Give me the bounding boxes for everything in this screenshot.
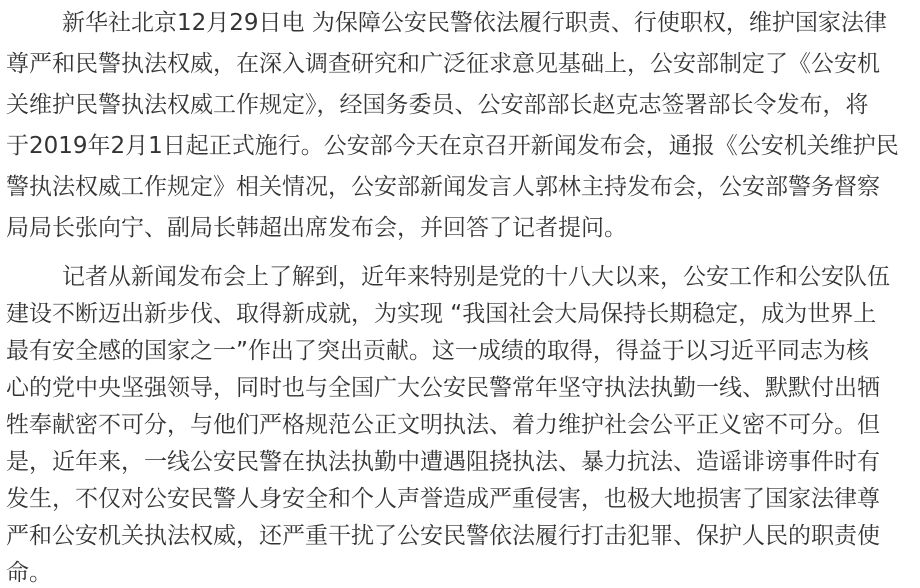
paragraph-2-line-1: 记者从新闻发布会上了解到，近年来特别是党的十八大以来，公安工作和公安队伍 [62,264,890,290]
paragraph-2-line-6: 是，近年来，一线公安民警在执法执勤中遭遇阻挠执法、暴力抗法、造谣诽谤事件时有 [6,449,880,475]
paragraph-1-line-4: 于2019年2月1日起正式施行。公安部今天在京召开新闻发布会，通报《公安机关维护民 [6,133,899,159]
paragraph-1-line-3: 关维护民警执法权威工作规定》，经国务委员、公安部部长赵克志签署部长令发布，将 [6,92,869,118]
paragraph-2-line-4: 心的党中央坚强领导，同时也与全国广大公安民警常年坚守执法执勤一线、默默付出牺 [6,375,880,401]
paragraph-1-line-5: 警执法权威工作规定》相关情况，公安部新闻发言人郭林主持发布会，公安部警务督察 [6,174,880,200]
paragraph-2-line-2: 建设不断迈出新步伐、取得新成就，为实现 “我国社会大局保持长期稳定，成为世界上 [6,301,877,327]
paragraph-1-line-1: 新华社北京12月29日电 为保障公安民警依法履行职责、行使职权，维护国家法律 [62,10,887,36]
paragraph-2-line-3: 最有安全感的国家之一”作出了突出贡献。这一成绩的取得，得益于以习近平同志为核 [6,338,869,364]
paragraph-2-line-8: 严和公安机关执法权威，还严重干扰了公安民警依法履行打击犯罪、保护人民的职责使 [6,523,880,549]
paragraph-1-line-2: 尊严和民警执法权威，在深入调查研究和广泛征求意见基础上，公安部制定了《公安机 [6,51,880,77]
paragraph-2-line-5: 牲奉献密不可分，与他们严格规范公正文明执法、着力维护社会公平正义密不可分。但 [6,412,880,438]
paragraph-2-line-9: 命。 [6,560,52,586]
paragraph-1-line-6: 局局长张向宁、副局长韩超出席发布会，并回答了记者提问。 [6,215,627,241]
paragraph-2-line-7: 发生，不仅对公安民警人身安全和个人声誉造成严重侵害，也极大地损害了国家法律尊 [6,486,880,512]
